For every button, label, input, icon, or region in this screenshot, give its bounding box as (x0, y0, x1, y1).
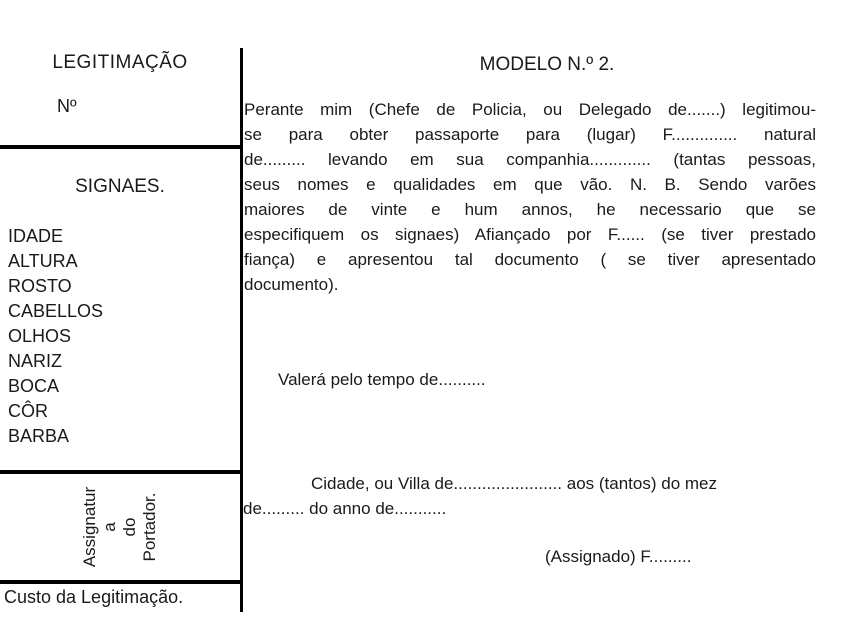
signaes-item-barba: BARBA (8, 426, 70, 446)
place-date-line-1: Cidade, ou Villa de....................... aos (tantos) do mez (311, 474, 717, 493)
signature-rotated-line: Assignatur (79, 486, 99, 568)
validity-line: Valerá pelo tempo de.......... (278, 370, 486, 389)
paragraph-line: especifiquem os signaes) Afiançado por F...... (se tiver prestado (244, 225, 816, 244)
separator-line-middle (0, 470, 243, 474)
place-date-block (243, 471, 843, 521)
signaes-item-nariz: NARIZ (8, 351, 62, 371)
separator-line-top (0, 145, 243, 149)
signature-rotated-line: do (119, 517, 139, 537)
place-date-line-2: de......... do anno de........... (243, 499, 447, 518)
signaes-list (8, 224, 103, 449)
signaes-item-idade: IDADE (8, 226, 64, 246)
signaes-item-rosto: ROSTO (8, 276, 72, 296)
paragraph-line: se para obter passaporte para (lugar) F.............. natural (244, 125, 816, 144)
main-paragraph (244, 97, 816, 297)
paragraph-line: Perante mim (Chefe de Policia, ou Delegado de.......) legitimou- (244, 100, 816, 119)
column-divider (240, 48, 243, 612)
signaes-item-cabellos: CABELLOS (8, 301, 104, 321)
signaes-item-altura: ALTURA (8, 251, 78, 271)
paragraph-line: seus nomes e qualidades em que vão. N. B. Sendo varões (244, 175, 816, 194)
paragraph-line: maiores de vinte e hum annos, he necessario que se (244, 200, 816, 219)
paragraph-line: fiança) e apresentou tal documento ( se tiver apresentado (244, 250, 816, 269)
custo-footer: Custo da Legitimação. (4, 587, 184, 607)
modelo-title: MODELO N.º 2. (479, 54, 615, 75)
number-label: Nº (57, 96, 77, 116)
assignado-line: (Assignado) F......... (545, 547, 692, 566)
signature-rotated-line: a (99, 522, 119, 532)
signature-rotated-line: Portador. (139, 492, 159, 562)
paragraph-line: documento). (244, 275, 339, 294)
legitimacao-title: LEGITIMAÇÃO (52, 52, 188, 73)
signature-rotated-cell (0, 477, 240, 577)
separator-line-bottom (0, 580, 243, 584)
signaes-item-cor: CÔR (8, 401, 48, 421)
signaes-item-olhos: OLHOS (8, 326, 72, 346)
paragraph-line: de......... levando em sua companhia............. (tantas pessoas, (244, 150, 816, 169)
signaes-title: SIGNAES. (75, 176, 165, 197)
signature-rotated-label (80, 487, 160, 567)
signaes-item-boca: BOCA (8, 376, 60, 396)
